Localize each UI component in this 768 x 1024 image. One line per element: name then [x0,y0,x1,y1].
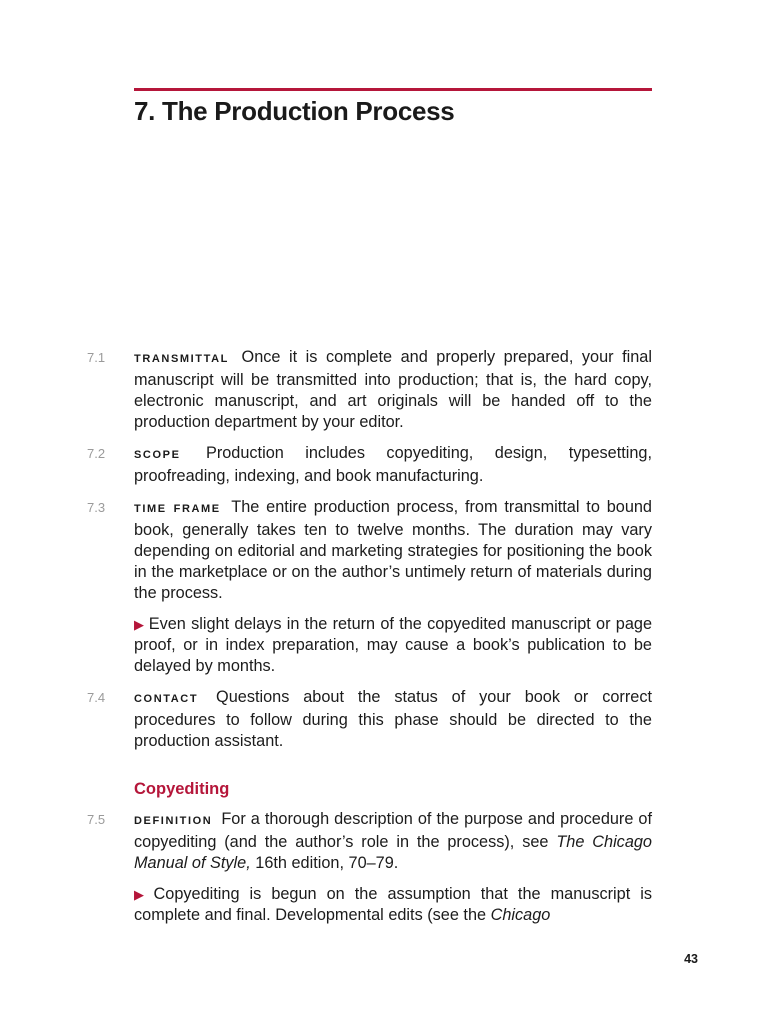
section-heading-copyediting: Copyediting [134,780,230,798]
paragraph-number: 7.3 [87,500,106,515]
paragraph-7-5 [87,809,652,874]
paragraph-number: 7.2 [87,446,106,461]
paragraph-text: Questions about the status of your book or correct procedures to follow during this phase should be directed to the production assistant. [134,688,652,750]
paragraph-7-1 [87,347,652,433]
triangle-marker-icon: ▶ [134,887,150,902]
paragraph-7-4 [87,687,652,752]
triangle-marker-icon: ▶ [134,617,145,632]
paragraph-7-2 [87,443,652,487]
paragraph-term: SCOPE [134,449,181,461]
paragraph-term: TIME FRAME [134,503,221,515]
paragraph-7-5-note [134,884,652,926]
note-text: Even slight delays in the return of the copyedited manuscript or page proof, or in index preparation, may cause a book’s publication to be delayed by months. [134,615,653,675]
book-title-italic: The Chicago Manual of Style, [134,833,652,872]
paragraph-term: DEFINITION [134,815,213,827]
paragraph-text-end: 16th edition, 70–79. [255,854,399,872]
paragraph-text: The entire production process, from transmittal to bound book, generally takes ten to twelve months. The duration may vary depending on editorial and marketing strategies for positioning the book in the marketplace or on the author’s untimely return of materials during the process. [134,498,652,602]
paragraph-number: 7.1 [87,350,106,365]
paragraph-term: CONTACT [134,693,199,705]
chapter-body [87,347,653,936]
note-italic: Chicago [490,906,551,924]
paragraph-7-3 [87,497,652,604]
note-text: Copyediting is begun on the assumption that the manuscript is complete and final. Developmental edits (see the [134,885,653,924]
chapter-title: 7. The Production Process [134,96,455,126]
paragraph-term: TRANSMITTAL [134,353,229,365]
paragraph-number: 7.4 [87,690,106,705]
paragraph-text: Once it is complete and properly prepared, your final manuscript will be transmitted into production; that is, the hard copy, electronic manuscript, and art originals will be handed off to the production department by your editor. [134,348,652,431]
paragraph-text: Production includes copyediting, design, typesetting, proofreading, indexing, and book manufacturing. [134,444,652,485]
page-number: 43 [684,952,698,966]
chapter-top-rule [134,88,652,91]
paragraph-7-3-note [134,614,652,677]
paragraph-text: For a thorough description of the purpose and procedure of copyediting (and the author’s role in the process), see [134,810,652,851]
paragraph-number: 7.5 [87,812,106,827]
